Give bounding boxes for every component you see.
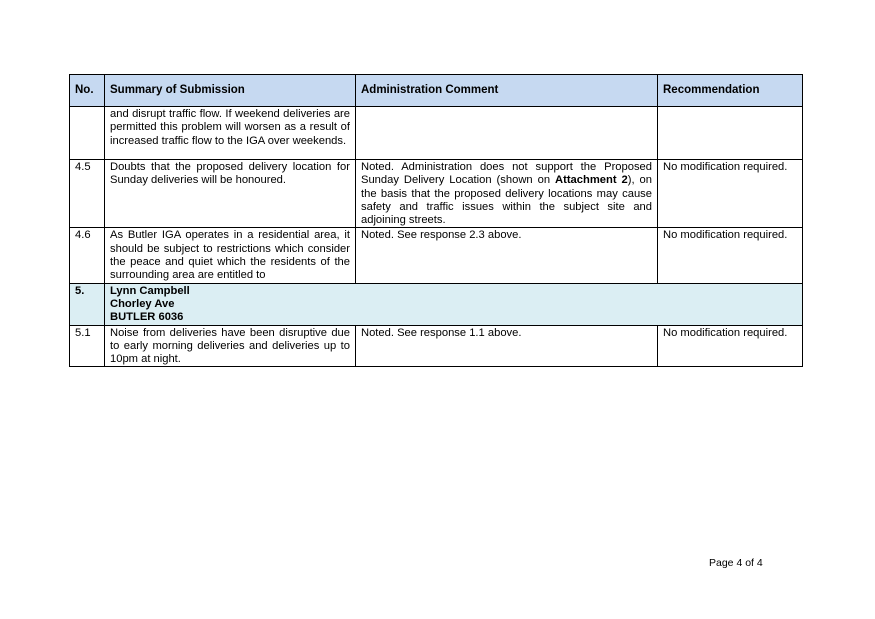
header-recommendation: Recommendation — [658, 75, 803, 107]
header-summary: Summary of Submission — [105, 75, 356, 107]
header-no: No. — [70, 75, 105, 107]
row-comment — [356, 160, 658, 228]
submissions-table-container — [69, 74, 803, 367]
submitter-details — [105, 283, 803, 325]
submitter-street: Chorley Ave — [110, 297, 175, 310]
table-header-row — [70, 75, 803, 107]
row-no: 4.5 — [70, 160, 105, 228]
row-comment — [356, 107, 658, 160]
table-row — [70, 228, 803, 283]
row-comment: Noted. See response 1.1 above. — [356, 325, 658, 367]
row-recommendation: No modification required. — [658, 325, 803, 367]
row-summary: Doubts that the proposed delivery location for Sunday deliveries will be honoured. — [105, 160, 356, 228]
row-comment: Noted. See response 2.3 above. — [356, 228, 658, 283]
section-no: 5. — [70, 283, 105, 325]
submissions-table — [69, 74, 803, 367]
submitter-suburb: BUTLER 6036 — [110, 311, 184, 324]
table-row — [70, 325, 803, 367]
table-row — [70, 160, 803, 228]
row-summary: As Butler IGA operates in a residential area, it should be subject to restrictions which consider the peace and quiet which the residents of the surrounding area are entitled to — [105, 228, 356, 283]
submitter-section-row — [70, 283, 803, 325]
page-number: Page 4 of 4 — [709, 557, 763, 569]
header-comment: Administration Comment — [356, 75, 658, 107]
row-no — [70, 107, 105, 160]
row-recommendation — [658, 107, 803, 160]
row-summary: and disrupt traffic flow. If weekend deliveries are permitted this problem will worsen as a result of increased traffic flow to the IGA over weekends. — [105, 107, 356, 160]
row-summary: Noise from deliveries have been disruptive due to early morning deliveries and deliveries up to 10pm at night. — [105, 325, 356, 367]
row-recommendation: No modification required. — [658, 160, 803, 228]
submitter-name: Lynn Campbell — [110, 284, 190, 297]
row-no: 4.6 — [70, 228, 105, 283]
row-no: 5.1 — [70, 325, 105, 367]
comment-text-end: ), on the basis that the proposed delivery locations may cause safety and traffic issues within the subject site and adjoining streets. — [361, 174, 652, 227]
comment-text-start: Noted. Administration does not support the Proposed Sunday Delivery Location (shown on — [361, 161, 652, 187]
table-row — [70, 107, 803, 160]
attachment-reference: Attachment 2 — [555, 174, 628, 187]
row-recommendation: No modification required. — [658, 228, 803, 283]
